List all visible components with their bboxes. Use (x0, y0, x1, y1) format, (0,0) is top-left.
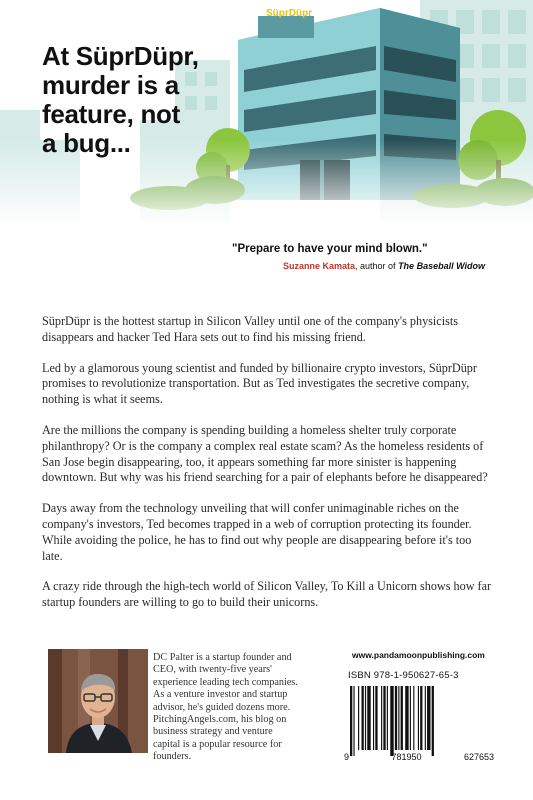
blurb-attribution (283, 261, 485, 271)
barcode (346, 686, 494, 756)
rooftop-sign: SüprDüpr (266, 8, 313, 19)
synopsis-paragraph: Led by a glamorous young scientist and funded by billionaire crypto investors, SüprDüpr promises to revolutionize transportation. But as Ted investigates the secretive company, nothing is what it seems. (42, 360, 477, 407)
barcode-bar (425, 686, 426, 750)
barcode-bar (398, 686, 399, 750)
blurb-quote: "Prepare to have your mind blown." (232, 243, 428, 255)
tagline-line: feature, not (42, 99, 180, 129)
barcode-bar (367, 686, 370, 750)
barcode-digit-group: 627653 (463, 752, 494, 762)
synopsis-paragraph: SüprDüpr is the hottest startup in Silicon Valley until one of the company's physicists disappears and hacker Ted Hara sets out to find his missing friend. (42, 314, 458, 344)
barcode-digit-group: 9 (344, 752, 350, 762)
barcode-bar (413, 686, 414, 750)
barcode-bar (362, 686, 364, 750)
barcode-bar (387, 686, 388, 750)
barcode-bar (383, 686, 385, 750)
tagline (42, 42, 252, 158)
isbn: ISBN 978-1-950627-65-3 (348, 670, 459, 681)
barcode-bar (427, 686, 430, 750)
barcode-bar (365, 686, 366, 750)
blurb-author-name: Suzanne Kamata (283, 261, 356, 271)
barcode-bar (353, 686, 354, 756)
publisher-website: www.pandamoonpublishing.com (352, 650, 485, 660)
author-portrait-image (48, 649, 148, 753)
barcode-bar (405, 686, 408, 750)
synopsis-paragraph: A crazy ride through the high-tech world of Silicon Valley, To Kill a Unicorn shows how far startup founders are willing to go to build their unicorns. (42, 579, 492, 610)
barcode-bar (432, 686, 434, 756)
barcode-bar (418, 686, 419, 750)
barcode-digits (344, 752, 494, 762)
synopsis-paragraph: Days away from the technology unveiling that will confer unimaginable riches on the company's investors, Ted becomes trapped in a web of corruption protecting its founder. While avoiding the police, he has to find out why people are disappearing before it's too late. (42, 501, 472, 563)
author-photo (48, 649, 148, 753)
blurb-book-title: The Baseball Widow (398, 261, 485, 271)
tagline-line: murder is a (42, 70, 179, 100)
barcode-bar (390, 686, 393, 756)
cover-illustration (0, 0, 533, 228)
barcode-bar (410, 686, 411, 750)
synopsis-paragraph: Are the millions the company is spending building a homeless shelter truly corporate philanthropy? Or is the company a complex real estate scam? As the homeless residents of San Jose begin disappearing, too, it appears something far more sinister is happening downtown. But why was his friend searching for a pair of elephants before he disappeared? (42, 422, 488, 485)
barcode-bar (373, 686, 374, 750)
author-bio: DC Palter is a startup founder and CEO, with twenty-five years' experience leading tech companies. As a venture investor and startup advisor, he's guided dozens more. PitchingAngels.com, his blog on business strategy and venture capital is a popular resource for founders. (153, 652, 298, 763)
barcode-bar (358, 686, 359, 750)
blurb-author-of: , author of (355, 261, 399, 271)
barcode-bar (420, 686, 422, 750)
tagline-line: At SüprDüpr, (42, 41, 199, 71)
barcode-digit-group: 781950 (391, 752, 422, 762)
barcode-bar (375, 686, 377, 750)
barcode-bar (401, 686, 403, 750)
barcode-bar (350, 686, 352, 756)
tagline-line: a bug... (42, 128, 131, 158)
barcode-bar (381, 686, 382, 750)
synopsis (42, 314, 492, 626)
barcode-bar (395, 686, 397, 750)
